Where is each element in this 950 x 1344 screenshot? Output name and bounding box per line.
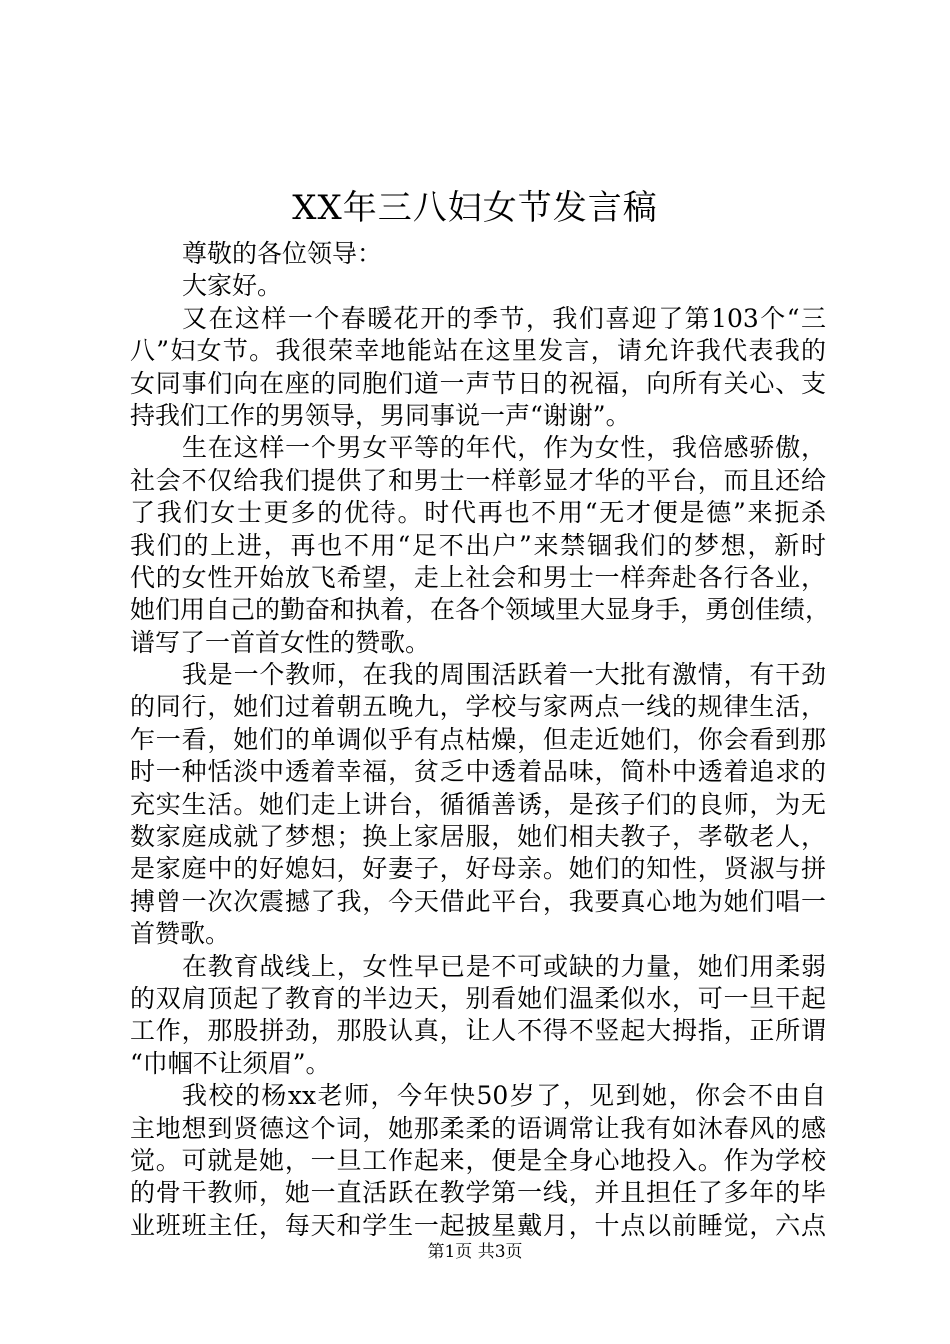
text-line: 又在这样一个春暖花开的季节，我们喜迎了第103个“三 [182, 303, 826, 333]
text-line: 持我们工作的男领导，男同事说一声“谢谢”。 [130, 400, 631, 430]
text-line: 我校的杨xx老师，今年快50岁了，见到她，你会不由自 [182, 1081, 826, 1111]
text-line: 首赞歌。 [130, 919, 231, 949]
text-line: 是家庭中的好媳妇，好妻子，好母亲。她们的知性，贤淑与拼 [130, 854, 826, 884]
text-line: 八”妇女节。我很荣幸地能站在这里发言，请允许我代表我的 [130, 336, 826, 366]
text-line: 主地想到贤德这个词，她那柔柔的语调常让我有如沐春风的感 [130, 1113, 826, 1143]
page-number: 第1页 共3页 [427, 1242, 523, 1262]
text-line: 觉。可就是她，一旦工作起来，便是全身心地投入。作为学校 [130, 1145, 826, 1175]
document-body [130, 238, 831, 1242]
text-line: 我是一个教师，在我的周围活跃着一大批有激情，有干劲 [182, 660, 826, 690]
text-line: 数家庭成就了梦想；换上家居服，她们相夫教子，孝敬老人， [130, 822, 826, 852]
text-line: 生在这样一个男女平等的年代，作为女性，我倍感骄傲， [182, 433, 826, 463]
text-line: 的双肩顶起了教育的半边天，别看她们温柔似水，可一旦干起 [130, 983, 826, 1013]
text-line: 的骨干教师，她一直活跃在教学第一线，并且担任了多年的毕 [130, 1178, 826, 1208]
text-line: 我们的上进，再也不用“足不出户”来禁锢我们的梦想，新时 [130, 530, 826, 560]
text-line: 了我们女士更多的优待。时代再也不用“无才便是德”来扼杀 [130, 498, 826, 528]
text-line: 工作，那股拼劲，那股认真，让人不得不竖起大拇指，正所谓 [130, 1016, 826, 1046]
text-line: 的同行，她们过着朝五晚九，学校与家两点一线的规律生活， [130, 692, 826, 722]
text-line: 谱写了一首首女性的赞歌。 [130, 627, 431, 657]
text-line: 充实生活。她们走上讲台，循循善诱，是孩子们的良师，为无 [130, 789, 826, 819]
text-line: 时一种恬淡中透着幸福，贫乏中透着品味，简朴中透着追求的 [130, 757, 826, 787]
text-line: 大家好。 [182, 271, 283, 301]
text-line: “巾帼不让须眉”。 [130, 1048, 331, 1078]
text-line: 女同事们向在座的同胞们道一声节日的祝福，向所有关心、支 [130, 368, 826, 398]
page-title: XX年三八妇女节发言稿 [292, 188, 658, 228]
text-line: 社会不仅给我们提供了和男士一样彰显才华的平台，而且还给 [130, 465, 826, 495]
text-line: 在教育战线上，女性早已是不可或缺的力量，她们用柔弱 [182, 951, 826, 981]
text-line: 业班班主任，每天和学生一起披星戴月，十点以前睡觉，六点 [130, 1210, 826, 1240]
text-line: 乍一看，她们的单调似乎有点枯燥，但走近她们，你会看到那 [130, 724, 826, 754]
text-line: 搏曾一次次震撼了我，今天借此平台，我要真心地为她们唱一 [130, 886, 826, 916]
text-line: 尊敬的各位领导： [182, 239, 383, 268]
text-line: 代的女性开始放飞希望，走上社会和男士一样奔赴各行各业， [130, 562, 826, 592]
text-line: 她们用自己的勤奋和执着，在各个领域里大显身手，勇创佳绩， [130, 595, 831, 625]
